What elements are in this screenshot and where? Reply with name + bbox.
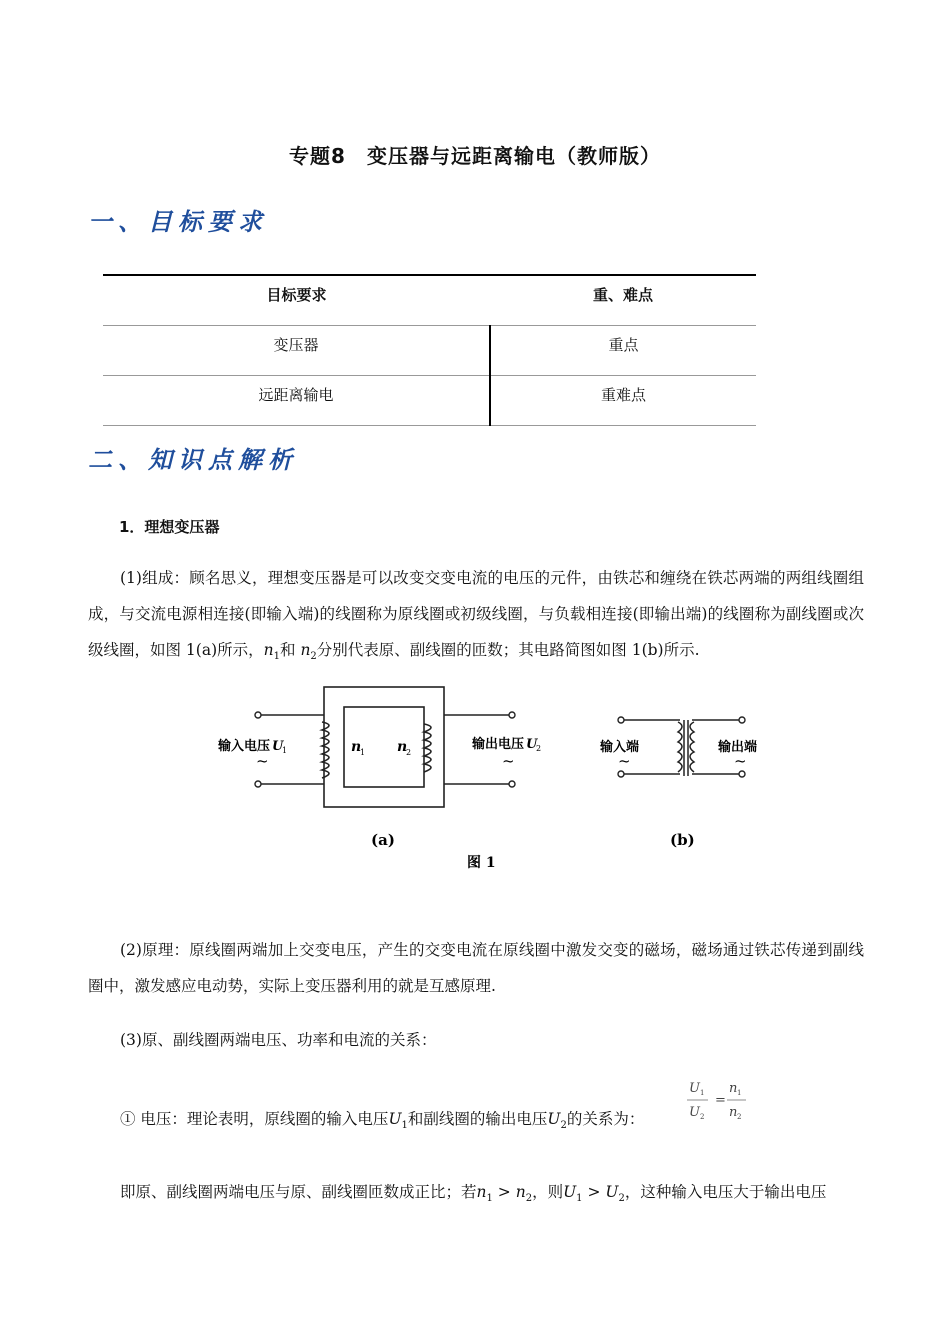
var-u1: U	[388, 1110, 402, 1128]
text: ，这种输入电压大于输出电压	[624, 1183, 827, 1201]
formula-u2: U	[689, 1105, 700, 1120]
paragraph-voltage	[88, 1101, 688, 1144]
text: 的关系为：	[566, 1110, 645, 1128]
formula-u1: U	[689, 1081, 700, 1096]
table-cell: 重点	[490, 325, 756, 375]
paragraph-relations: (3)原、副线圈两端电压、功率和电流的关系：	[120, 1031, 437, 1049]
var-n1: n	[263, 641, 274, 659]
sub: 2	[618, 1193, 625, 1205]
formula-sub: 1	[737, 1089, 742, 1097]
section-heading-knowledge: 二、知识点解析	[88, 446, 298, 474]
paragraph-principle: (2)原理：原线圈两端加上交变电压，产生的交变电流在原线圈中激发交变的磁场，磁场通过铁芯传递到副线圈中，激发感应电动势，实际上变压器利用的就是互感原理.	[88, 941, 864, 995]
text: 分别代表原、副线圈的匝数；其电路简图如图 1(b)所示.	[316, 641, 700, 659]
sub: 1	[576, 1193, 583, 1205]
text: 和副线圈的输出电压	[407, 1110, 548, 1128]
input-voltage-label: 输入电压	[218, 739, 271, 754]
tilde-b-right: ~	[734, 752, 747, 770]
figure-caption: 图 1	[467, 855, 496, 871]
var-u1: U	[563, 1183, 577, 1201]
sub: 1	[273, 651, 280, 663]
page-title: 专题8 变压器与远距离输电（教师版）	[289, 144, 661, 168]
u2-label: U	[526, 737, 538, 752]
u1-sub: 1	[282, 746, 288, 755]
text: 即原、副线圈两端电压与原、副线圈匝数成正比；若	[120, 1183, 477, 1201]
caption-b: (b)	[670, 831, 695, 849]
text: 和	[279, 641, 296, 659]
n1-sub: 1	[360, 748, 366, 757]
formula-sub: 2	[737, 1113, 742, 1121]
table-cell: 远距离输电	[103, 375, 490, 425]
paragraph-ratio	[88, 1174, 864, 1217]
terminal	[255, 712, 261, 718]
tilde-b-left: ~	[618, 752, 631, 770]
figure-transformer	[210, 682, 770, 882]
goals-table	[103, 274, 756, 426]
table-header-row	[103, 275, 756, 325]
input-terminal-label: 输入端	[600, 740, 640, 755]
output-terminal-label: 输出端	[718, 740, 758, 755]
u1-label: U	[272, 739, 284, 754]
gt: >	[492, 1183, 516, 1201]
sub: 1	[401, 1120, 408, 1132]
tilde-right: ~	[502, 752, 515, 770]
subsection-heading: 1．理想变压器	[119, 518, 220, 536]
voltage-ratio-formula	[684, 1076, 754, 1126]
paragraph-composition	[88, 560, 864, 675]
table-cell: 重难点	[490, 375, 756, 425]
sub: 2	[560, 1120, 567, 1132]
formula-sub: 2	[700, 1113, 705, 1121]
caption-a: (a)	[371, 831, 395, 849]
terminal	[509, 781, 515, 787]
table-header-difficulty: 重、难点	[490, 275, 756, 325]
var-n1: n	[476, 1183, 487, 1201]
tilde-left: ~	[256, 752, 269, 770]
var-u2: U	[547, 1110, 561, 1128]
sub: 2	[525, 1193, 533, 1205]
formula-eq: =	[715, 1093, 726, 1108]
table-cell: 变压器	[103, 325, 490, 375]
table-row	[103, 375, 756, 425]
sub: 2	[310, 651, 317, 663]
text: ① 电压：理论表明，原线圈的输入电压	[120, 1110, 389, 1128]
terminal	[255, 781, 261, 787]
n2-sub: 2	[406, 748, 412, 757]
text: ，则	[532, 1183, 564, 1201]
terminal	[739, 717, 745, 723]
gt: >	[582, 1183, 606, 1201]
var-u2: U	[605, 1183, 619, 1201]
formula-n2: n	[729, 1105, 738, 1120]
terminal	[739, 771, 745, 777]
section-heading-goals: 一、目标要求	[88, 208, 268, 236]
formula-n1: n	[729, 1081, 738, 1096]
text: (1)组成：顾名思义，理想变压器是可以改变交变电流的电压的元件，由铁芯和缠绕在铁芯两端的两组线圈组成，与交流电源相连接(即输入端)的线圈称为原线圈或初级线圈，与负载相连接(即输出端)的线圈称为副线圈或次级线圈，如图 1(a)所示，	[88, 569, 864, 659]
var-n2: n	[300, 641, 311, 659]
formula-sub: 1	[700, 1089, 705, 1097]
table-header-goal: 目标要求	[103, 275, 490, 325]
terminal	[509, 712, 515, 718]
terminal	[618, 717, 624, 723]
n1-label: n	[351, 739, 362, 755]
sub: 1	[486, 1193, 493, 1205]
terminal	[618, 771, 624, 777]
u2-sub: 2	[536, 744, 542, 753]
output-voltage-label: 输出电压	[472, 737, 525, 752]
n2-label: n	[397, 739, 408, 755]
table-row	[103, 325, 756, 375]
var-n2: n	[515, 1183, 526, 1201]
